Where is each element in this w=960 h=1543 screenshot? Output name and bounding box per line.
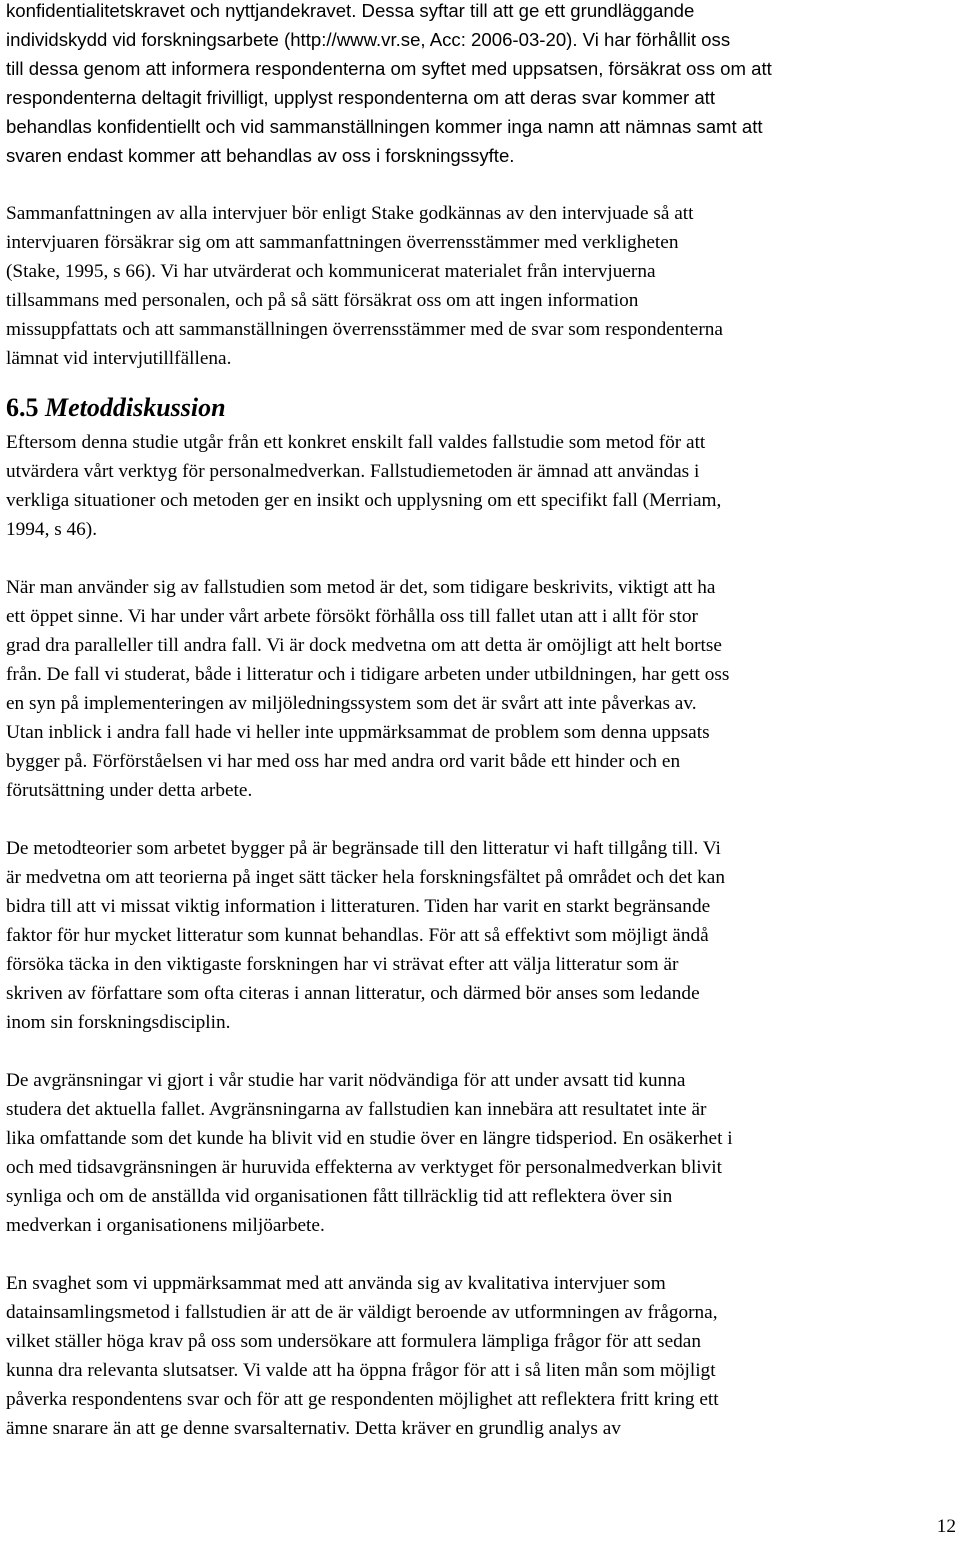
section-title: Metoddiskussion [45,393,226,422]
paragraph-delimitations: De avgränsningar vi gjort i vår studie har varit nödvändiga för att under avsatt tid kunna studera det aktuella fallet. Avgränsningarna av fallstudien kan innebära att resultatet inte är lika omfattande som det kunde ha blivit vid en studie över en längre tidsperiod. En osäkerhet i och med tidsavgränsningen är huruvida effekterna av verktyget för personalmedverkan blivit synliga och om de anställda vid organisationen fått tillräcklig tid att reflektera över sin medverkan i organisationens miljöarbete. [6,1070,733,1236]
section-number: 6.5 [6,393,39,422]
section-heading [6,391,956,425]
paragraph-case-study-method: Eftersom denna studie utgår från ett konkret enskilt fall valdes fallstudie som metod för att utvärdera vårt verktyg för personalmedverkan. Fallstudiemetoden är ämnad att användas i verkliga situationer och metoden ger en insikt och upplysning om ett specifikt fall (Merriam, 1994, s 46). [6,432,722,540]
paragraph-method-theories: De metodteorier som arbetet bygger på är begränsade till den litteratur vi haft tillgång till. Vi är medvetna om att teorierna på inget sätt täcker hela forskningsfältet på området och det kan bidra till att vi missat viktig information i litteraturen. Tiden har varit en starkt begränsande faktor för hur mycket litteratur som kunnat behandlas. För att så effektivt som möjligt ändå försöka täcka in den viktigaste forskningen har vi strävat efter att välja litteratur som är skriven av författare som ofta citeras i annan litteratur, och därmed bör anses som ledande inom sin forskningsdisciplin. [6,838,726,1033]
paragraph-interview-summary: Sammanfattningen av alla intervjuer bör enligt Stake godkännas av den intervjuade så att intervjuaren försäkrar sig om att sammanfattningen överrensstämmer med verkligheten (Stake, 1995, s 66). Vi har utvärderat och kommunicerat materialet från intervjuerna tillsammans med personalen, och på så sätt försäkrat oss om att ingen information missuppfattats och att sammanställningen överrensstämmer med de svar som respondenterna lämnat vid intervjutillfällena. [6,203,723,369]
paragraph-open-mind: När man använder sig av fallstudien som metod är det, som tidigare beskrivits, viktigt att ha ett öppet sinne. Vi har under vårt arbete försökt förhålla oss till fallet utan att i allt för stor grad dra paralleller till andra fall. Vi är dock medvetna om att detta är omöjligt att helt bortse från. De fall vi studerat, både i litteratur och i tidigare arbeten under utbildningen, har gett oss en syn på implementeringen av miljöledningssystem som det är svårt att inte påverkas av. Utan inblick i andra fall hade vi heller inte uppmärksammat de problem som denna uppsats bygger på. Förförståelsen vi har med oss har med andra ord varit både ett hinder och en förutsättning under detta arbete. [6,577,730,801]
paragraph-ethics-requirements: konfidentialitetskravet och nyttjandekravet. Dessa syftar till att ge ett grundläggande individskydd vid forskningsarbete (http://www.vr.se, Acc: 2006-03-20). Vi har förhållit oss till dessa genom att informera respondenterna om syftet med uppsatsen, försäkrat oss om att respondenterna deltagit frivilligt, upplyst respondenterna om att deras svar kommer att behandlas konfidentiellt och vid sammanställningen kommer inga namn att nämnas samt att svaren endast kommer att behandlas av oss i forskningssyfte. [6,0,772,166]
paragraph-interview-weakness: En svaghet som vi uppmärksammat med att använda sig av kvalitativa intervjuer som datainsamlingsmetod i fallstudien är att de är väldigt beroende av utformningen av frågorna, vilket ställer höga krav på oss som undersökare att formulera lämpliga frågor för att sedan kunna dra relevanta slutsatser. Vi valde att ha öppna frågor för att i så liten mån som möjligt påverka respondentens svar och för att ge respondenten möjlighet att reflektera fritt kring ett ämne snarare än att ge denne svarsalternativ. Detta kräver en grundlig analys av [6,1273,719,1439]
page-number: 12 [936,1516,956,1537]
document-page [6,0,956,1443]
